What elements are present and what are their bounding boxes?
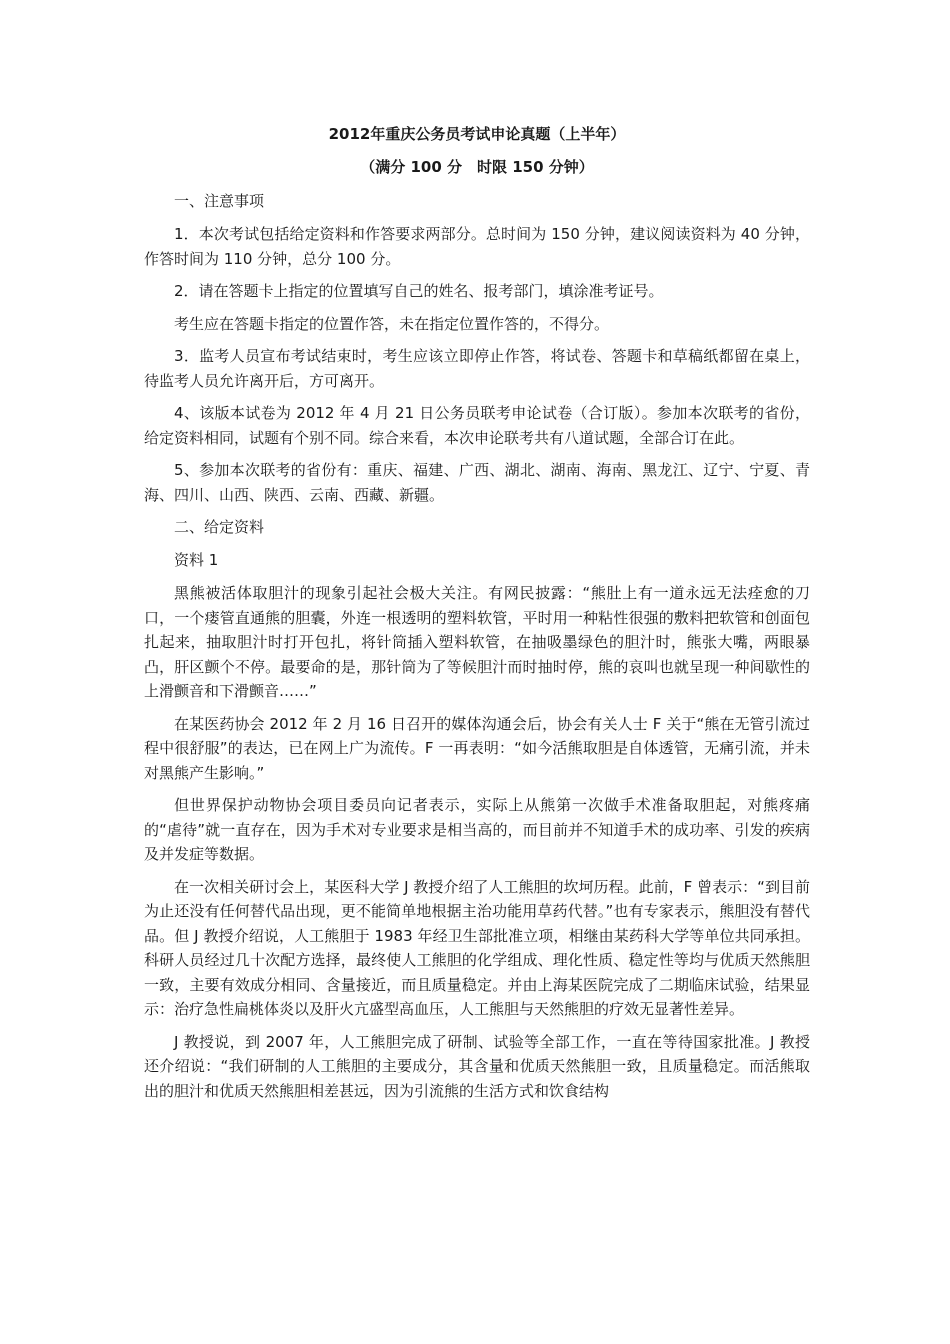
page-subtitle: （满分 100 分 时限 150 分钟） <box>360 158 594 176</box>
notice-item: 4、该版本试卷为 2012 年 4 月 21 日公务员联考申论试卷（合订版）。参加本次联考的省份，给定资料相同，试题有个别不同。综合来看，本次申论联考共有八道试题，全部合订在此。 <box>144 404 810 447</box>
material-paragraph: 但世界保护动物协会项目委员向记者表示，实际上从熊第一次做手术准备取胆起，对熊疼痛的“虐待”就一直存在，因为手术对专业要求是相当高的，而目前并不知道手术的成功率、引发的疾病及并发症等数据。 <box>144 796 810 863</box>
notice-item: 5、参加本次联考的省份有：重庆、福建、广西、湖北、湖南、海南、黑龙江、辽宁、宁夏、青海、四川、山西、陕西、云南、西藏、新疆。 <box>144 461 810 504</box>
section-heading-notice: 一、注意事项 <box>174 192 265 210</box>
notice-item: 3．监考人员宣布考试结束时，考生应该立即停止作答，将试卷、答题卡和草稿纸都留在桌上，待监考人员允许离开后，方可离开。 <box>144 347 810 390</box>
material-paragraph: 黑熊被活体取胆汁的现象引起社会极大关注。有网民披露：“熊肚上有一道永远无法痊愈的刀口，一个瘘管直通熊的胆囊，外连一根透明的塑料软管，平时用一种粘性很强的敷料把软管和创面包扎起来，抽取胆汁时打开包扎，将针筒插入塑料软管，在抽吸墨绿色的胆汁时，熊张大嘴，两眼暴凸，肝区颤个不停。最要命的是，那针筒为了等候胆汁而时抽时停，熊的哀叫也就呈现一种间歇性的上滑颤音和下滑颤音……” <box>144 584 810 700</box>
notice-item: 2．请在答题卡上指定的位置填写自己的姓名、报考部门，填涂准考证号。 <box>174 282 664 300</box>
section-heading-materials: 二、给定资料 <box>174 518 265 536</box>
material-heading: 资料 1 <box>174 551 219 569</box>
notice-item: 1．本次考试包括给定资料和作答要求两部分。总时间为 150 分钟，建议阅读资料为 40 分钟，作答时间为 110 分钟，总分 100 分。 <box>144 225 810 268</box>
page-title: 2012年重庆公务员考试申论真题（上半年） <box>328 125 626 143</box>
material-paragraph: 在一次相关研讨会上，某医科大学 J 教授介绍了人工熊胆的坎坷历程。此前，F 曾表示：“到目前为止还没有任何替代品出现，更不能简单地根据主治功能用草药代替。”也有专家表示，熊胆没有替代品。但 J 教授介绍说，人工熊胆于 1983 年经卫生部批准立项，相继由某药科大学等单位共同承担。科研人员经过几十次配方选择，最终使人工熊胆的化学组成、理化性质、稳定性等均与优质天然熊胆一致，主要有效成分相同、含量接近，而且质量稳定。并由上海某医院完成了二期临床试验，结果显示：治疗急性扁桃体炎以及肝火亢盛型高血压，人工熊胆与天然熊胆的疗效无显著性差异。 <box>144 877 810 1018</box>
material-paragraph: 在某医药协会 2012 年 2 月 16 日召开的媒体沟通会后，协会有关人士 F 关于“熊在无管引流过程中很舒服”的表达，已在网上广为流传。F 一再表明：“如今活熊取胆是自体透管，无痛引流，并未对黑熊产生影响。” <box>144 714 810 782</box>
notice-item: 考生应在答题卡指定的位置作答，未在指定位置作答的，不得分。 <box>174 314 610 333</box>
material-paragraph: J 教授说，到 2007 年，人工熊胆完成了研制、试验等全部工作，一直在等待国家批准。J 教授还介绍说：“我们研制的人工熊胆的主要成分，其含量和优质天然熊胆一致，且质量稳定。而活熊取出的胆汁和优质天然熊胆相差甚远，因为引流熊的生活方式和饮食结构 <box>144 1032 810 1100</box>
